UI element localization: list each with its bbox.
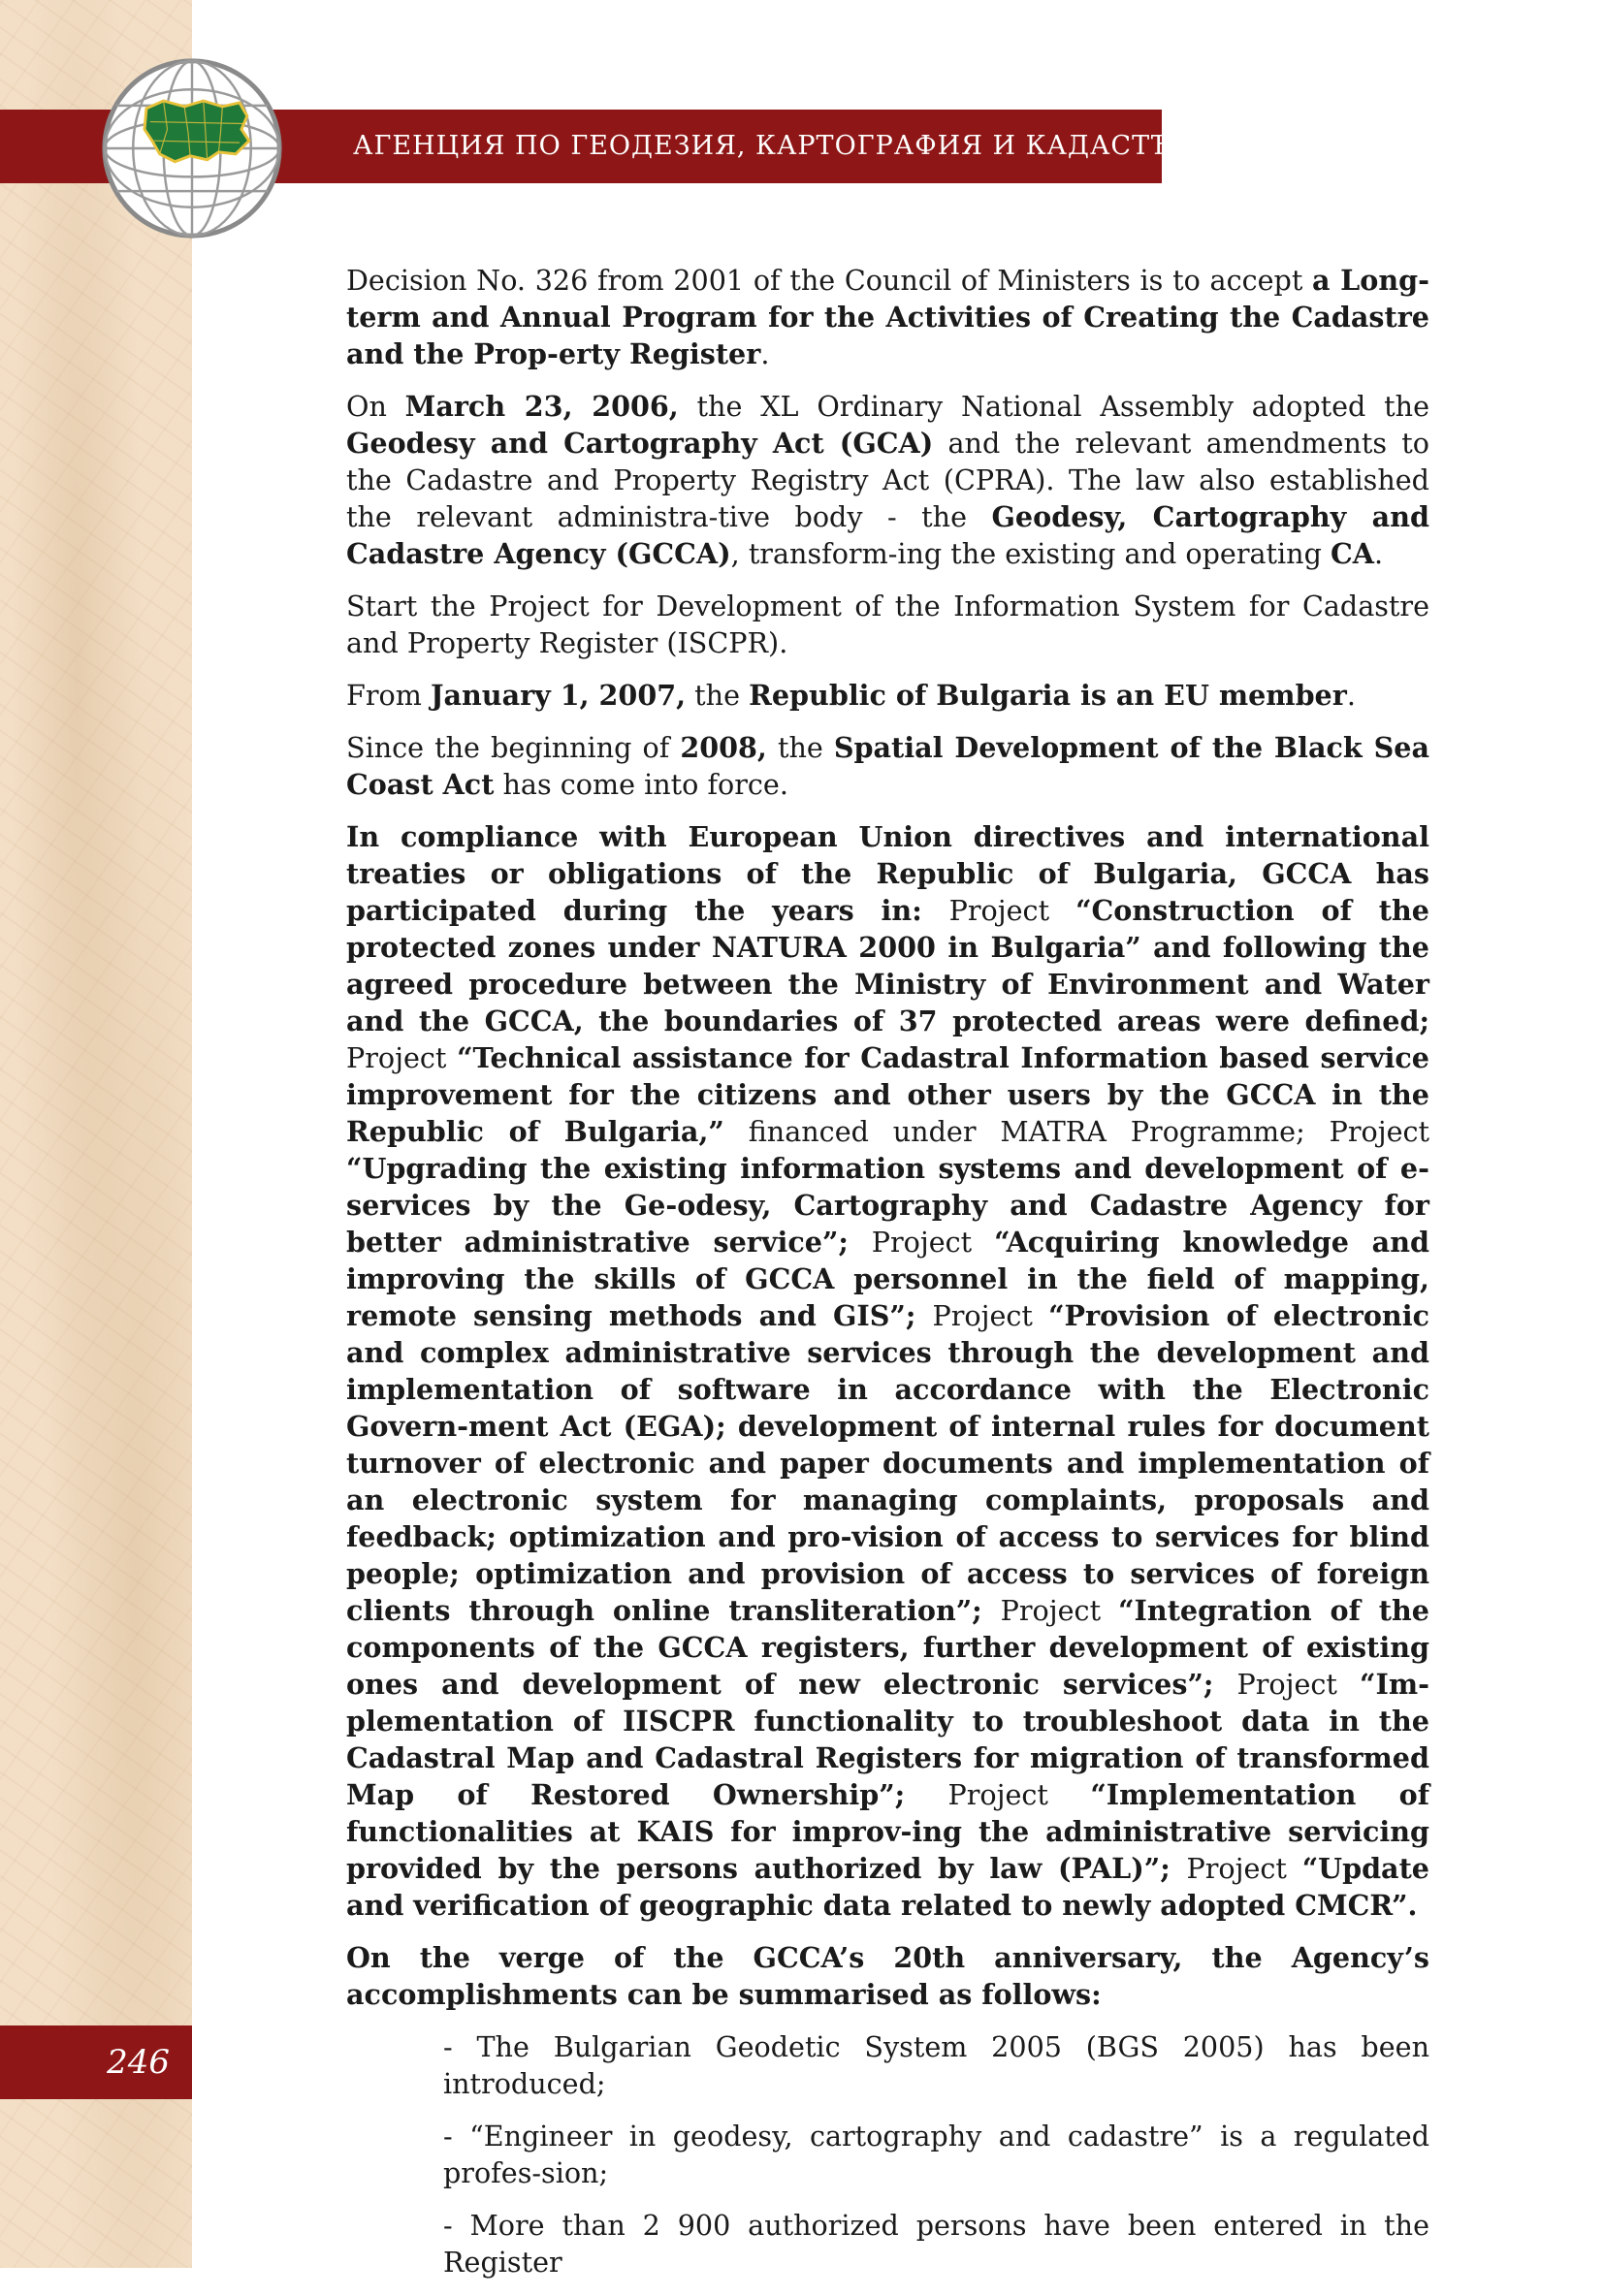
paragraph-decision-326: Decision No. 326 from 2001 of the Council of Ministers is to accept a Long-term and Annual Program for the Activities of Creating the Cadastre and the Prop-erty Register. bbox=[346, 264, 1429, 370]
header-title: АГЕНЦИЯ ПО ГЕОДЕЗИЯ, КАРТОГРАФИЯ И КАДАСТЪР bbox=[353, 131, 1191, 161]
list-item: - More than 2 900 authorized persons have been entered in the Register bbox=[443, 2209, 1429, 2279]
globe-with-bulgaria-map-icon bbox=[97, 53, 287, 243]
paragraph-iscpr-project: Start the Project for Development of the Information System for Cadastre and Property Register (ISCPR). bbox=[346, 590, 1429, 659]
paragraph-eu-projects: In compliance with European Union directives and international treaties or obligations of the Republic of Bulgaria, GCCA has participated during the years in: Project “Construction of the protected zones under NATURA 2000 in Bulgaria” and following the agreed procedure between the Ministry of Environment and Water and the GCCA, the boundaries of 37 protected areas were defined; Project “Technical assistance for Cadastral Information based service improvement for the citizens and other users by the GCCA in the Republic of Bulgaria,” financed under MATRA Programme; Project “Upgrading the existing information systems and development of e-services by the Ge-odesy, Cartography and Cadastre Agency for better administrative service”; Project “Acquiring knowledge and improving the skills of GCCA personnel in the field of mapping, remote sensing methods and GIS”; Project “Provision of electronic and complex administrative services through the development and implementation of software in accordance with the Electronic Govern-ment Act (EGA); development of internal rules for document turnover of electronic and paper documents and implementation of an electronic system for managing complaints, proposals and feedback; optimization and pro-vision of access to services for blind people; optimization and provision of access to services of foreign clients through online transliteration”; Project “Integration of the components of the GCCA registers, further development of existing ones and development of new electronic services”; Project “Im-plementation of IISCPR functionality to troubleshoot data in the Cadastral Map and Cadastral Registers for migration of transformed Map of Restored Ownership”; Project “Implementation of functionalities at KAIS for improv-ing the administrative servicing provided by the persons authorized by law (PAL)”; Project “Update and verification of geographic data related to newly adopted CMCR”. bbox=[346, 820, 1429, 1922]
document-body bbox=[346, 262, 1429, 2296]
list-item: - The Bulgarian Geodetic System 2005 (BGS 2005) has been introduced; bbox=[443, 2030, 1429, 2100]
paragraph-eu-member: From January 1, 2007, the Republic of Bulgaria is an EU member. bbox=[346, 679, 1356, 712]
paragraph-gca-2006: On March 23, 2006, the XL Ordinary National Assembly adopted the Geodesy and Cartography Act (GCA) and the relevant amendments to the Cadastre and Property Registry Act (CPRA). The law also established the relevant administra-tive body - the Geodesy, Cartography and Cadastre Agency (GCCA), transform-ing the existing and operating CA. bbox=[346, 390, 1430, 570]
list-item: - “Engineer in geodesy, cartography and cadastre” is a regulated profes-sion; bbox=[443, 2120, 1429, 2189]
accomplishments-list bbox=[346, 2028, 1429, 2280]
decorative-side-strip bbox=[0, 0, 192, 2268]
page-number: 246 bbox=[107, 2043, 170, 2082]
paragraph-black-sea-act: Since the beginning of 2008, the Spatial Development of the Black Sea Coast Act has come into force. bbox=[346, 731, 1430, 801]
paragraph-accomplishments-intro: On the verge of the GCCA’s 20th anniversary, the Agency’s accomplishments can be summarised as follows: bbox=[346, 1941, 1429, 2011]
